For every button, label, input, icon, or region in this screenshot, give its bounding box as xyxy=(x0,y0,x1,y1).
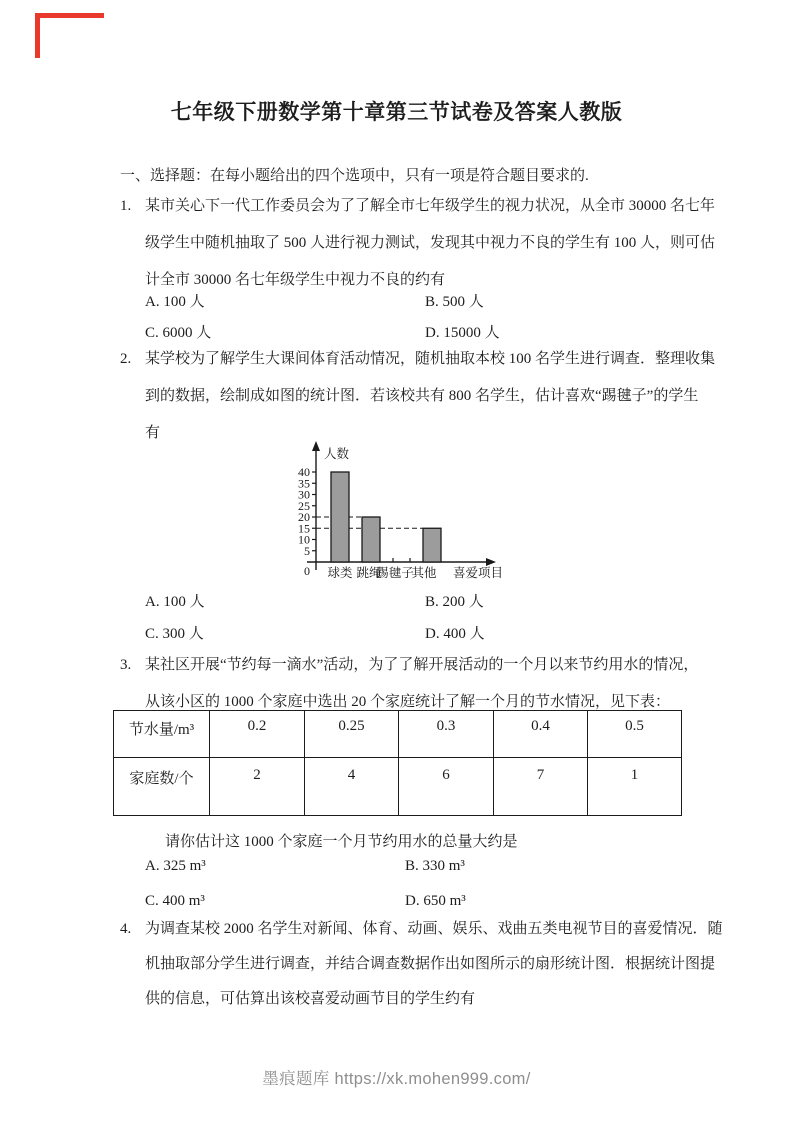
y-tick-label: 20 xyxy=(298,510,310,524)
question-line: 为调查某校 2000 名学生对新闻、体育、动画、娱乐、戏曲五类电视节目的喜爱情况．随 xyxy=(145,921,723,937)
table-row xyxy=(114,711,682,758)
question-number: 1. xyxy=(120,198,132,214)
category-label: 跳绳 xyxy=(356,566,382,580)
note-line: 请你估计这 1000 个家庭一个月节约用水的总量大约是 xyxy=(165,834,518,850)
bar-chart xyxy=(293,440,521,589)
y-tick-label: 5 xyxy=(304,543,310,558)
option-item: D. 15000 人 xyxy=(425,325,500,341)
table-cell: 6 xyxy=(399,758,494,816)
option-row xyxy=(145,591,484,613)
question-line: 计全市 30000 名七年级学生中视力不良的约有 xyxy=(145,272,446,288)
category-label: 球类 xyxy=(327,566,353,580)
y-tick-label: 40 xyxy=(298,465,310,479)
table-row xyxy=(114,758,682,816)
table-cell: 0.5 xyxy=(588,711,682,758)
y-tick-label: 30 xyxy=(298,487,310,502)
option-item: A. 325 m³ xyxy=(145,858,206,874)
option-item: B. 330 m³ xyxy=(405,858,465,874)
table-cell: 2 xyxy=(210,758,305,816)
option-row xyxy=(145,623,485,645)
option-row xyxy=(145,890,466,912)
option-item: C. 400 m³ xyxy=(145,893,205,909)
question-line: 机抽取部分学生进行调查，并结合调查数据作出如图所示的扇形统计图．根据统计图提 xyxy=(145,956,716,972)
y-tick-label: 25 xyxy=(298,498,310,513)
option-item: C. 300 人 xyxy=(145,626,204,642)
question-number: 2. xyxy=(120,351,132,367)
y-tick-label: 10 xyxy=(298,532,310,547)
y-axis-title: 人数 xyxy=(324,447,350,461)
bar-chart-svg xyxy=(293,440,521,584)
chart-bar xyxy=(362,517,380,562)
question-line: 某学校为了解学生大课间体育活动情况，随机抽取本校 100 名学生进行调查．整理收集 xyxy=(145,351,716,367)
y-axis-arrow-icon xyxy=(312,441,320,451)
corner-mark xyxy=(35,13,104,58)
origin-label: 0 xyxy=(304,564,310,578)
question-line: 级学生中随机抽取了 500 人进行视力测试，发现其中视力不良的学生有 100 人，则可估 xyxy=(145,235,716,251)
question-number: 4. xyxy=(120,921,132,937)
option-item: B. 500 人 xyxy=(425,294,484,310)
option-item: B. 200 人 xyxy=(425,594,484,610)
question-line: 到的数据，绘制成如图的统计图．若该校共有 800 名学生，估计喜欢“踢毽子”的学生 xyxy=(145,388,699,404)
question-line: 有 xyxy=(145,425,161,441)
option-item: A. 100 人 xyxy=(145,294,205,310)
question-line: 从该小区的 1000 个家庭中选出 20 个家庭统计了解一个月的节水情况，见下表： xyxy=(145,694,671,710)
table-cell: 1 xyxy=(588,758,682,816)
stats-table xyxy=(113,710,682,816)
footer-site-label: 墨痕题库 xyxy=(262,1070,330,1088)
question-line: 某市关心下一代工作委员会为了了解全市七年级学生的视力状况，从全市 30000 名七年 xyxy=(145,198,716,214)
chart-bar xyxy=(423,528,441,562)
category-label: 其他 xyxy=(411,566,437,580)
option-item: A. 100 人 xyxy=(145,594,205,610)
table-cell: 7 xyxy=(494,758,588,816)
y-tick-label: 35 xyxy=(298,476,310,491)
x-axis-title: 喜爱项目 xyxy=(453,566,504,580)
table-cell: 0.2 xyxy=(210,711,305,758)
option-item: C. 6000 人 xyxy=(145,325,212,341)
question-line: 某社区开展“节约每一滴水”活动，为了了解开展活动的一个月以来节约用水的情况， xyxy=(145,657,699,673)
page-title: 七年级下册数学第十章第三节试卷及答案人教版 xyxy=(170,100,623,124)
footer xyxy=(0,1068,793,1090)
category-label: 踢毽子 xyxy=(376,566,414,580)
footer-url[interactable]: https://xk.mohen999.com/ xyxy=(334,1070,531,1088)
option-row xyxy=(145,291,484,313)
chart-bar xyxy=(331,472,349,562)
option-item: D. 400 人 xyxy=(425,626,485,642)
option-row xyxy=(145,855,465,877)
table-cell: 0.4 xyxy=(494,711,588,758)
y-tick-label: 15 xyxy=(298,521,310,536)
option-row xyxy=(145,322,500,344)
question-line: 供的信息，可估算出该校喜爱动画节目的学生约有 xyxy=(145,991,476,1007)
question-number: 3. xyxy=(120,657,132,673)
table-cell: 0.3 xyxy=(399,711,494,758)
x-axis-arrow-icon xyxy=(486,558,496,566)
table-cell: 0.25 xyxy=(305,711,399,758)
section-heading: 一、选择题：在每小题给出的四个选项中，只有一项是符合题目要求的. xyxy=(120,168,589,184)
table-cell: 4 xyxy=(305,758,399,816)
option-item: D. 650 m³ xyxy=(405,893,466,909)
table-cell: 节水量/m³ xyxy=(114,711,210,758)
table-cell: 家庭数/个 xyxy=(114,758,210,816)
